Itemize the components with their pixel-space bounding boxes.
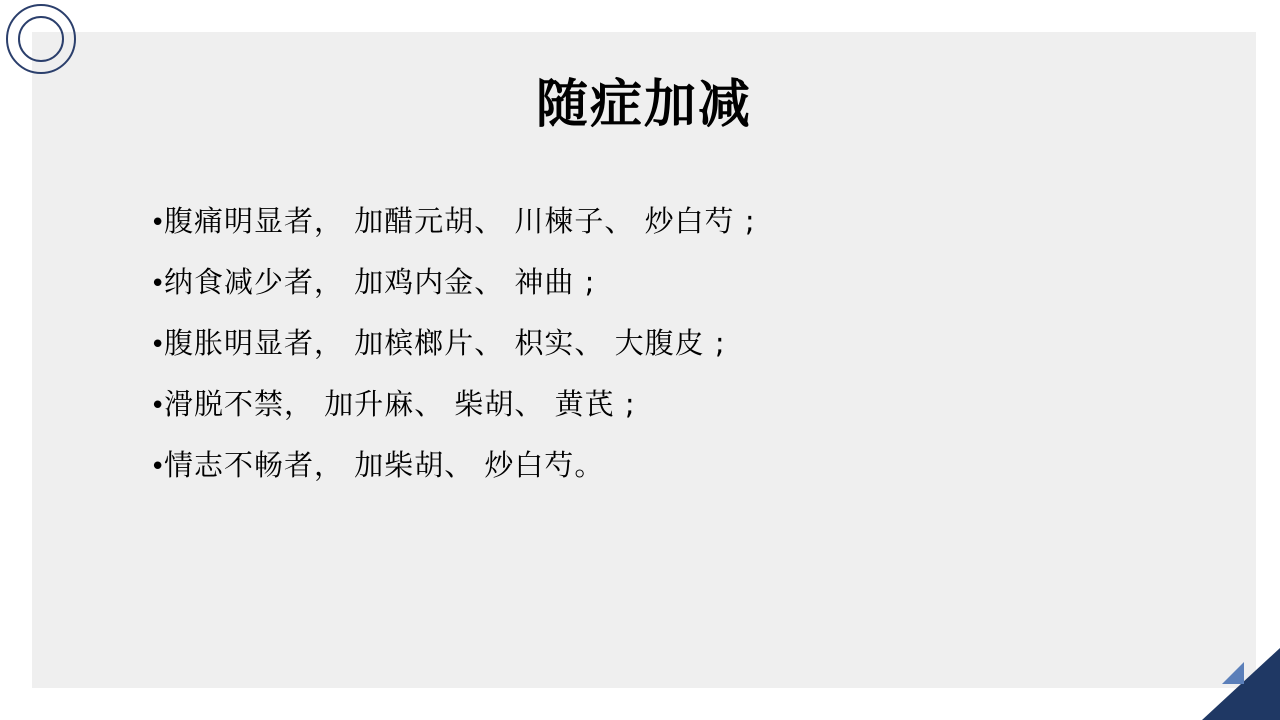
list-item: • 情志不畅者， 加柴胡、 炒白芍。 — [150, 436, 1150, 497]
list-item: • 滑脱不禁， 加升麻、 柴胡、 黄芪 ; — [150, 375, 1150, 436]
slide-content-panel — [32, 32, 1256, 688]
bullet-list — [150, 192, 1150, 497]
page-title: 随症加减 — [535, 75, 752, 135]
concentric-circles-icon — [6, 4, 80, 78]
corner-triangle-decoration — [1200, 646, 1280, 720]
dark-triangle-shape — [1202, 648, 1280, 720]
inner-ring-shape — [18, 16, 64, 62]
list-item: • 腹痛明显者， 加醋元胡、 川楝子、 炒白芍 ; — [150, 192, 1150, 253]
list-item: • 纳食减少者， 加鸡内金、 神曲 ; — [150, 253, 1150, 314]
list-item: • 腹胀明显者， 加槟榔片、 枳实、 大腹皮 ; — [150, 314, 1150, 375]
light-triangle-shape — [1222, 662, 1244, 684]
